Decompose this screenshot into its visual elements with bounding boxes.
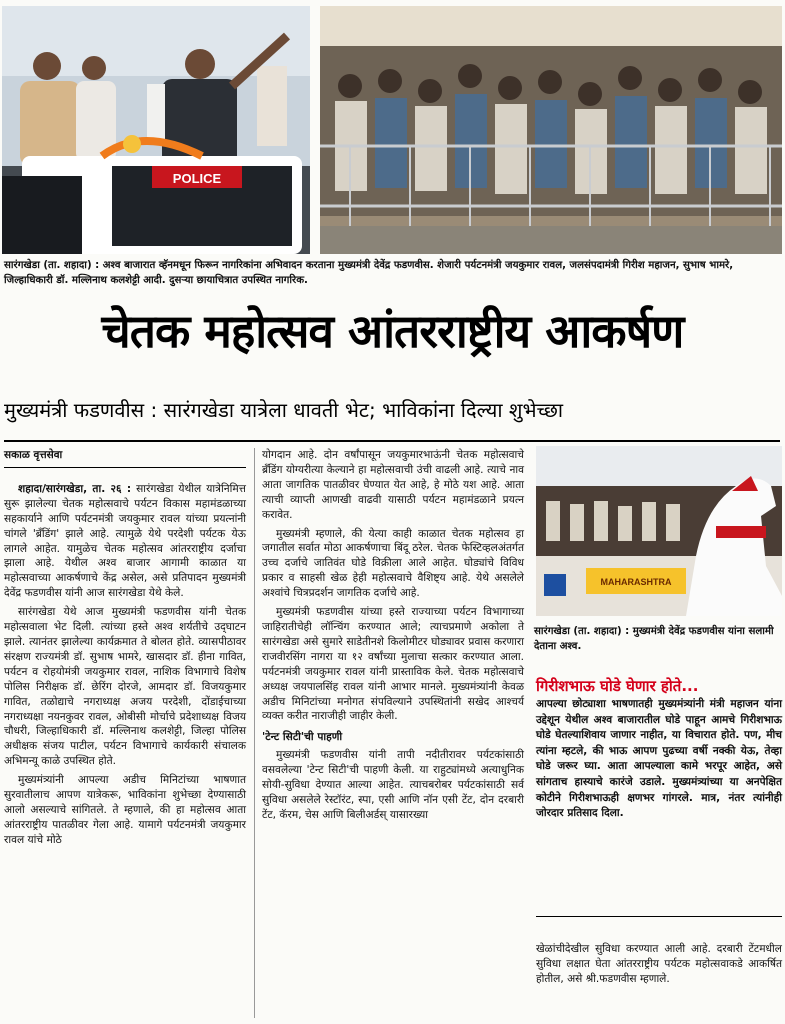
sidebar-bottom-rule (536, 916, 782, 917)
col2-para-3: मुख्यमंत्री फडणवीस यांच्या हस्ते राज्याच्या पर्यटन विभागाच्या जाहिरातीचेही लॉन्चिंग करण्यात आले; त्याचप्रमाणे अकोला ते सारंगखेडा असे सुमारे साडेतीनशे किलोमीटर घोड्यावर प्रवास करणारा राजवीरसिंग नागरा या १२ वर्षांच्या मुलाचा सत्कार करण्यात आला. पर्यटनमंत्री जयकुमार रावल यांनी प्रास्ताविक केले. चेतक महोत्सवाचे अध्यक्ष जयपालसिंह रावल यांनी आभार मानले. मुख्यमंत्र्यांनी केवळ अडीच मिनिटांच्या मनोगत संपविल्याने उपस्थितांनी सखेद आश्चर्य व्यक्त करीत नाराजीही जाहीर केली. (262, 606, 524, 723)
column-divider-1 (254, 448, 255, 1018)
sidebar-title: गिरीशभाऊ घोडे घेणार होते... (536, 677, 699, 695)
byline-rule (4, 467, 246, 468)
column-1 (4, 448, 246, 848)
byline: सकाळ वृत्तसेवा (4, 449, 63, 461)
side-photo-caption: सारंगखेडा (ता. शहादा) : मुख्यमंत्री देवेंद्र फडणवीस यांना सलामी देताना अश्व. (534, 626, 774, 652)
banner-label: MAHARASHTRA (600, 577, 672, 587)
col1-para-1-text: सारंगखेडा येथील यात्रेनिमित्त सुरू झालेल्या चेतक महोत्सवाचे पर्यटन विकास महामंडळाच्या सहकार्याने आणि पर्यटनमंत्री जयकुमार रावल यांच्या प्रयत्नांनी चांगले 'ब्रँडिंग' झाले आहे. त्यामुळे येथे परदेशी पर्यटक येऊ लागले आहेत. यामुळेच चेतक महोत्सव आंतरराष्ट्रीय दर्जाचा झाला आहे. येथील अश्व बाजार आगामी काळात या महोत्सवाच्या आकर्षणाचे केंद्र असेल, असे प्रतिपादन मुख्यमंत्री देवेंद्र फडणवीस यांनी आज सारंगखेडा येथे केले. (4, 482, 246, 600)
photo-crowd-behind-railing-icon (320, 6, 782, 254)
photo-caption: सारंगखेडा (ता. शहादा) : अश्व बाजारात व्हॅनमधून फिरून नागरिकांना अभिवादन करताना मुख्यमंत्री देवेंद्र फडणवीस. शेजारी पर्यटनमंत्री जयकुमार रावल, जलसंपदामंत्री गिरीश महाजन, सुभाष भामरे, जिल्हाधिकारी डॉ. मल्लिनाथ कलशेट्टी आदी. दुसऱ्या छायाचित्रात उपस्थित नागरिक. (4, 260, 734, 286)
col3-para: खेळांचीदेखील सुविधा करण्यात आली आहे. दरबारी टेंटमधील सुविधा लक्षात घेता आंतरराष्ट्रीय पर्यटक महोत्सवाकडे आकर्षित होतील, असे श्री.फडणवीस म्हणाले. (536, 943, 782, 985)
photo-cm-vehicle (2, 6, 310, 254)
photo-crowd (320, 6, 782, 254)
col1-para-3: मुख्यमंत्र्यांनी आपल्या अडीच मिनिटांच्या भाषणात सुरवातीलाच आपण यात्रेकरू, भाविकांना शुभेच्छा देण्यासाठी आलो असल्याचे सांगितले. ते म्हणाले, की हा महोत्सव आता आंतरराष्ट्रीय पातळीवर गेला आहे. यामागे पर्यटनमंत्री जयकुमार रावल यांचे मोठे (4, 774, 246, 846)
headline: चेतक महोत्सव आंतरराष्ट्रीय आकर्षण (101, 304, 684, 358)
col2-para-4: मुख्यमंत्री फडणवीस यांनी तापी नदीतीरावर पर्यटकांसाठी वसवलेल्या 'टेन्ट सिटी'ची पाहणी केली. या राहुट्यांमध्ये अत्याधुनिक सोयी-सुविधा देण्यात आल्या आहेत. त्याचबरोबर पर्यटकांसाठी सर्व सुविधा असलेले रेस्टॉरंट, स्पा, एसी आणि नॉन एसी टेंट, दोन दरबारी टेंट, कॅरम, चेस आणि बिलीअर्डस् यासारख्या (262, 749, 524, 821)
tent-city-subheading: 'टेन्ट सिटी'ची पाहणी (262, 731, 343, 744)
photo-cm-on-police-vehicle-icon (2, 6, 310, 254)
sidebar-body: आपल्या छोट्याशा भाषणातही मुख्यमंत्र्यांनी मंत्री महाजन यांना उद्देशून येथील अश्व बाजारातील घोडे पाहून आमचे गिरीशभाऊ घोडे घेतल्याशिवाय जाणार नाहीत, या विचारात होते. पण, मीच त्यांना म्हटले, की भाऊ आपण पुढच्या वर्षी नक्की येऊ, तेव्हा घोडे जरूर घ्या. आता आपल्याला कामे भरपूर आहेत, असे सांगताच हास्याचे कारंजे उडाले. मुख्यमंत्र्यांच्या या अनपेक्षित कोटीने गिरीशभाऊही क्षणभर गांगरले. मात्र, नंतर त्यांनीही जोरदार प्रतिसाद दिला. (536, 698, 782, 820)
photo-white-horse-icon (536, 446, 782, 616)
police-label: POLICE (172, 171, 222, 186)
subheadline: मुख्यमंत्री फडणवीस : सारंगखेडा यात्रेला धावती भेट; भाविकांना दिल्या शुभेच्छा (4, 398, 564, 422)
col2-para-2: मुख्यमंत्री म्हणाले, की येत्या काही काळात चेतक महोत्सव हा जगातील सर्वात मोठा आकर्षणाचा बिंदू ठरेल. चेतक फेस्टिव्हलअंतर्गत उच्च दर्जाचे जातिवंत घोडे विक्रीला आले आहेत. घोड्यांचे विविध प्रकार व साहसी खेळ हेही महोत्सवाचे वैशिष्ट्य आहे. येथे असलेले अश्वांचे चित्रप्रदर्शन जागतिक दर्जाचे आहे. (262, 527, 524, 600)
col1-para-1 (4, 482, 246, 601)
column-2 (262, 448, 524, 823)
col1-para-2: सारंगखेडा येथे आज मुख्यमंत्री फडणवीस यांनी चेतक महोत्सवाला भेट दिली. त्यांच्या हस्ते अश्व शर्यतीचे उद्‌घाटन झाले. त्यानंतर झालेल्या कार्यक्रमात ते बोलत होते. व्यासपीठावर संरक्षण राज्यमंत्री डॉ. सुभाष भामरे, खासदार डॉ. हीना गावित, पर्यटन व रोहयोमंत्री जयकुमार रावल, नाशिक विभागाचे विशेष पोलिस निरीक्षक डॉ. छेरिंग दोरजे, आमदार डॉ. विजयकुमार गावित, तळोद्याचे नगराध्यक्ष अजय परदेशी, दोंडाईचाच्या नगराध्यक्षा नयनकुवर रावल, ओबीसी मोर्चाचे प्रदेशाध्यक्ष विजय चौधरी, जिल्हाधिकारी डॉ. मल्लिनाथ कलशेट्टी, जिल्हा पोलिस अधीक्षक संजय पाटील, पर्यटन विभागाचे कार्यकारी संचालक अभिमन्यू काळे उपस्थित होते. (4, 606, 246, 768)
column-3-end (536, 942, 782, 987)
col2-para-1: योगदान आहे. दोन वर्षांपासून जयकुमारभाऊंनी चेतक महोत्सवाचे ब्रँडिंग योग्यरीत्या केल्याने हा महोत्सवाची उंची वाढली आहे. त्याचे नाव आता जागतिक पातळीवर घेण्यात येत आहे, हे मोठे यश आहे. आता त्याची व्याप्ती आणखी वाढवी यासाठी पर्यटन महामंडळाने प्रयत्न करावेत. (262, 449, 524, 521)
subhead-rule (4, 440, 780, 442)
dateline: शहादा/सारंगखेडा, ता. २६ : (18, 482, 132, 495)
photo-horse-salute (536, 446, 782, 616)
